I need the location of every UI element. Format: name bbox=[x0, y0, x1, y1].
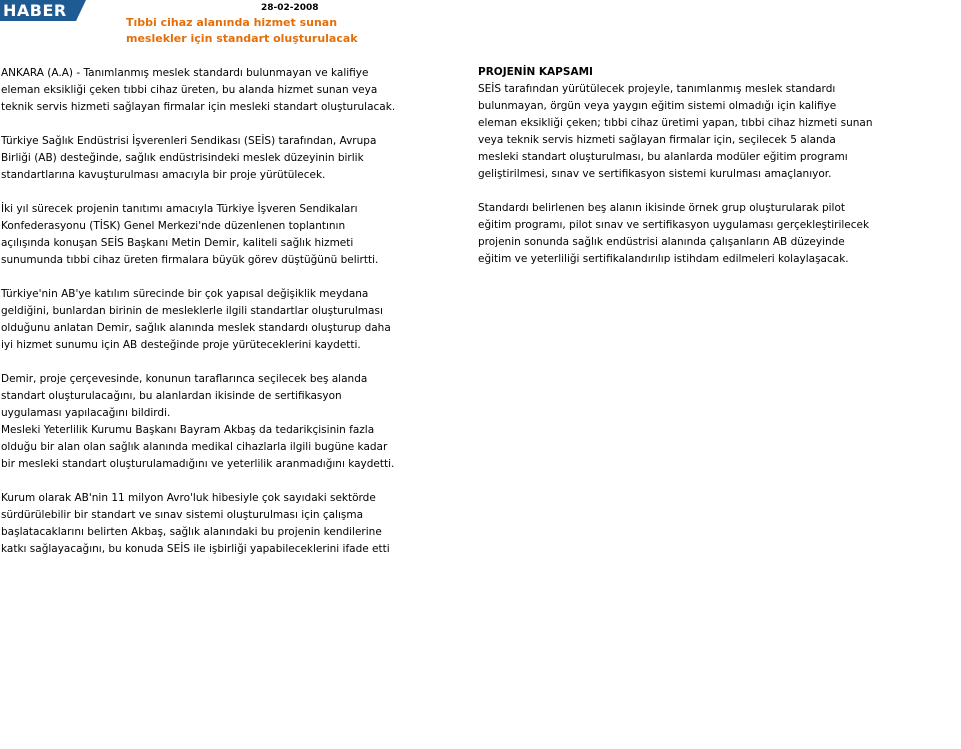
paragraph-2 bbox=[1, 133, 461, 184]
text-line: SEİS tarafından yürütülecek projeyle, tanımlanmış meslek standardı bbox=[478, 83, 836, 95]
article-headline bbox=[126, 15, 426, 47]
text-line: Standardı belirlenen beş alanın ikisinde örnek grup oluşturularak pilot bbox=[478, 202, 845, 214]
text-line: ANKARA (A.A) - Tanımlanmış meslek standardı bulunmayan ve kalifiye bbox=[1, 67, 369, 79]
section-title: PROJENİN KAPSAMI bbox=[478, 66, 593, 78]
paragraph-3 bbox=[1, 201, 461, 269]
paragraph-5 bbox=[1, 371, 461, 422]
text-line: Konfederasyonu (TİSK) Genel Merkezi'nde düzenlenen toplantının bbox=[1, 220, 346, 232]
text-line: standart oluşturulacağını, bu alanlardan ikisinde de sertifikasyon bbox=[1, 390, 342, 402]
logo-tab-shape bbox=[76, 0, 86, 21]
right-paragraph-2 bbox=[478, 200, 948, 268]
text-line: bulunmayan, örgün veya yaygın eğitim sistemi olmadığı için kalifiye bbox=[478, 100, 837, 112]
text-line: geliştirilmesi, sınav ve sertifikasyon sistemi kurulması amaçlanıyor. bbox=[478, 168, 832, 180]
text-line: Demir, proje çerçevesinde, konunun taraflarınca seçilecek beş alanda bbox=[1, 373, 368, 385]
text-line: sunumunda tıbbi cihaz üreten firmalara büyük görev düştüğünü belirtti. bbox=[1, 254, 379, 266]
text-line: katkı sağlayacağını, bu konuda SEİS ile işbirliği yapabileceklerini ifade etti bbox=[1, 543, 390, 555]
text-line: Mesleki Yeterlilik Kurumu Başkanı Bayram Akbaş da tedarikçisinin fazla bbox=[1, 424, 375, 436]
text-line: Kurum olarak AB'nin 11 milyon Avro'luk hibesiyle çok sayıdaki sektörde bbox=[1, 492, 376, 504]
right-column bbox=[478, 64, 948, 268]
text-line: standartlarına kavuşturulması amacıyla bir proje yürütülecek. bbox=[1, 169, 326, 181]
left-column bbox=[1, 65, 461, 558]
text-line: açılışında konuşan SEİS Başkanı Metin Demir, kaliteli sağlık hizmeti bbox=[1, 237, 354, 249]
paragraph-6 bbox=[1, 422, 461, 473]
text-line: İki yıl sürecek projenin tanıtımı amacıyla Türkiye İşveren Sendikaları bbox=[1, 203, 358, 215]
text-line: Birliği (AB) desteğinde, sağlık endüstrisindeki meslek düzeyinin birlik bbox=[1, 152, 364, 164]
paragraph-1 bbox=[1, 65, 461, 116]
text-line: sürdürülebilir bir standart ve sınav sistemi oluşturulması için çalışma bbox=[1, 509, 364, 521]
headline-line: meslekler için standart oluşturulacak bbox=[126, 32, 358, 45]
right-paragraph-1 bbox=[478, 81, 948, 183]
text-line: veya teknik servis hizmeti sağlayan firmalar için, seçilecek 5 alanda bbox=[478, 134, 836, 146]
logo-text: HABER bbox=[3, 1, 67, 20]
headline-line: Tıbbi cihaz alanında hizmet sunan bbox=[126, 16, 338, 29]
text-line: bir mesleki standart oluşturulamadığını ve yeterlilik aranmadığını kaydetti. bbox=[1, 458, 395, 470]
text-line: iyi hizmet sunumu için AB desteğinde proje yürüteceklerini kaydetti. bbox=[1, 339, 361, 351]
text-line: geldiğini, bunlardan birinin de mesleklerle ilgili standartlar oluşturulması bbox=[1, 305, 383, 317]
text-line: uygulaması yapılacağını bildirdi. bbox=[1, 407, 171, 419]
paragraph-7 bbox=[1, 490, 461, 558]
text-line: olduğu bir alan olan sağlık alanında medikal cihazlarla ilgili bugüne kadar bbox=[1, 441, 388, 453]
text-line: eleman eksikliği çeken tıbbi cihaz üreten, bu alanda hizmet sunan veya bbox=[1, 84, 378, 96]
haber-logo bbox=[0, 0, 86, 21]
text-line: eğitim programı, pilot sınav ve sertifikasyon uygulaması gerçekleştirilecek bbox=[478, 219, 870, 231]
text-line: eğitim ve yeterliliği sertifikalandırılıp istihdam edilmeleri kolaylaşacak. bbox=[478, 253, 849, 265]
text-line: Türkiye'nin AB'ye katılım sürecinde bir çok yapısal değişiklik meydana bbox=[1, 288, 369, 300]
text-line: Türkiye Sağlık Endüstrisi İşverenleri Sendikası (SEİS) tarafından, Avrupa bbox=[1, 135, 377, 147]
text-line: başlatacaklarını belirten Akbaş, sağlık alanındaki bu projenin kendilerine bbox=[1, 526, 382, 538]
text-line: teknik servis hizmeti sağlayan firmalar için mesleki standart oluşturulacak. bbox=[1, 101, 396, 113]
paragraph-4 bbox=[1, 286, 461, 354]
text-line: olduğunu anlatan Demir, sağlık alanında meslek standardı oluşturup daha bbox=[1, 322, 391, 334]
text-line: projenin sonunda sağlık endüstrisi alanında çalışanların AB düzeyinde bbox=[478, 236, 845, 248]
article-date: 28-02-2008 bbox=[261, 3, 319, 13]
text-line: mesleki standart oluşturulması, bu alanlarda modüler eğitim programı bbox=[478, 151, 848, 163]
text-line: eleman eksikliği çeken; tıbbi cihaz üretimi yapan, tıbbi cihaz hizmeti sunan bbox=[478, 117, 873, 129]
